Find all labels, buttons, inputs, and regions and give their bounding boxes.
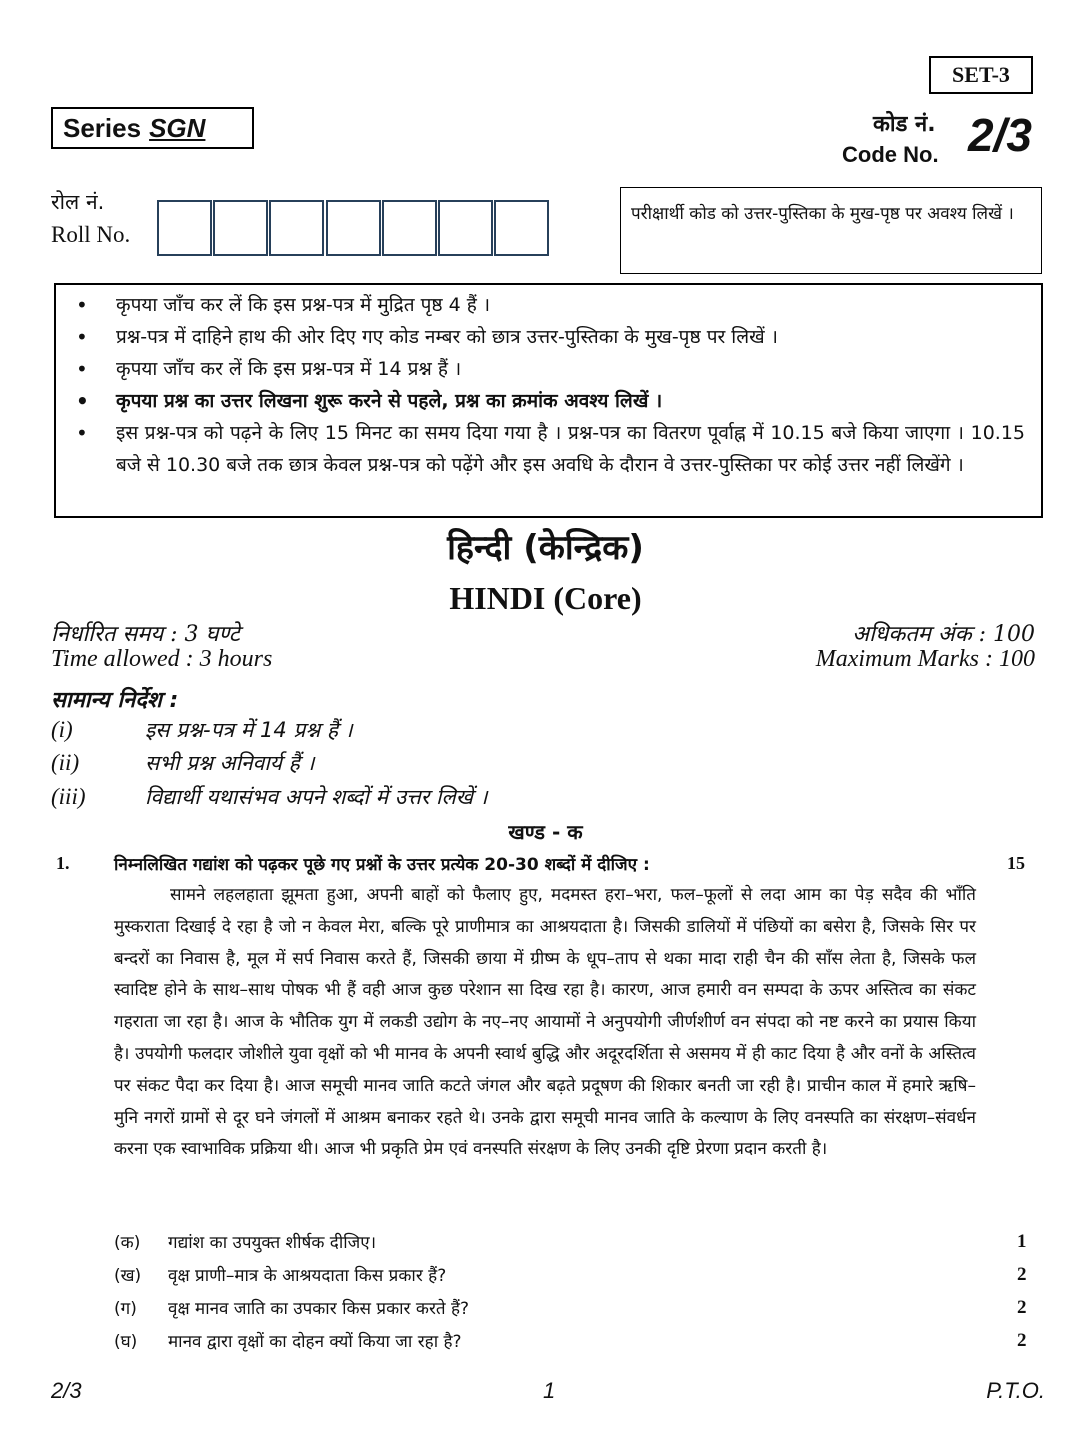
sub-question-marks: 2 — [1017, 1330, 1027, 1351]
sub-question-marks: 2 — [1017, 1297, 1027, 1318]
roll-box[interactable] — [438, 200, 493, 256]
sub-question — [114, 1230, 376, 1253]
general-instruction-row — [51, 716, 353, 744]
set-label: SET-3 — [929, 56, 1033, 94]
sub-question-label: (ग) — [114, 1299, 137, 1319]
sub-question-marks: 1 — [1017, 1231, 1027, 1252]
instruction-item: • कृपया प्रश्न का उत्तर लिखना शुरू करने से पहले, प्रश्न का क्रमांक अवश्य लिखें । — [72, 385, 1025, 417]
question-text: निम्नलिखित गद्यांश को पढ़कर पूछे गए प्रश्नों के उत्तर प्रत्येक 20-30 शब्दों में दीजिए : — [114, 855, 650, 875]
general-instruction-num: (i) — [51, 717, 73, 742]
question-marks: 15 — [1007, 853, 1025, 873]
sub-question — [114, 1263, 446, 1286]
max-marks-hindi: अधिकतम अंक : 100 — [852, 622, 1035, 647]
general-instruction-text: इस प्रश्न-पत्र में 14 प्रश्न हैं । — [145, 718, 353, 742]
series-box — [51, 107, 254, 149]
max-marks-english: Maximum Marks : 100 — [815, 646, 1035, 672]
instruction-item: • कृपया जाँच कर लें कि इस प्रश्न-पत्र में मुद्रित पृष्ठ 4 हैं । — [72, 289, 1025, 321]
roll-box[interactable] — [494, 200, 549, 256]
time-allowed-english: Time allowed : 3 hours — [51, 646, 273, 672]
general-instruction-row — [51, 749, 314, 777]
sub-question-text: मानव द्वारा वृक्षों का दोहन क्यों किया जा रहा है? — [168, 1332, 462, 1352]
general-instruction-text: विद्यार्थी यथासंभव अपने शब्दों में उत्तर लिखें । — [145, 785, 488, 809]
instruction-item: • प्रश्न-पत्र में दाहिने हाथ की ओर दिए गए कोड नम्बर को छात्र उत्तर-पुस्तिका के मुख-पृष्ठ पर लिखें । — [72, 321, 1025, 353]
time-allowed-hindi: निर्धारित समय : 3 घण्टे — [51, 622, 240, 647]
sub-question-text: वृक्ष मानव जाति का उपकार किस प्रकार करते हैं? — [168, 1299, 470, 1319]
sub-question-label: (घ) — [114, 1332, 138, 1352]
roll-label-english: Roll No. — [51, 222, 131, 247]
section-heading: खण्ड - क — [508, 820, 583, 844]
sub-question-text: वृक्ष प्राणी–मात्र के आश्रयदाता किस प्रकार हैं? — [168, 1266, 447, 1286]
roll-box[interactable] — [326, 200, 381, 256]
sub-question-marks: 2 — [1017, 1264, 1027, 1285]
sub-question-text: गद्यांश का उपयुक्त शीर्षक दीजिए। — [168, 1233, 377, 1253]
general-instruction-num: (ii) — [51, 750, 80, 775]
roll-box[interactable] — [213, 200, 268, 256]
sub-question — [114, 1296, 469, 1319]
code-label-hindi: कोड नं. — [873, 112, 936, 137]
instructions-box — [54, 283, 1043, 518]
roll-box[interactable] — [269, 200, 324, 256]
subject-title-hindi: हिन्दी (केन्द्रिक) — [447, 528, 644, 568]
footer-code: 2/3 — [51, 1378, 82, 1403]
roll-box[interactable] — [157, 200, 212, 256]
candidate-code-note: परीक्षार्थी कोड को उत्तर-पुस्तिका के मुख-पृष्ठ पर अवश्य लिखें । — [620, 187, 1042, 274]
general-instruction-row — [51, 783, 488, 811]
roll-label-hindi: रोल नं. — [51, 190, 105, 214]
roll-box[interactable] — [382, 200, 437, 256]
sub-question-label: (ख) — [114, 1266, 142, 1286]
code-label-english: Code No. — [842, 142, 939, 167]
series-code: SGN — [149, 112, 206, 143]
general-instructions-title: सामान्य निर्देश : — [51, 688, 179, 713]
subject-title-english: HINDI (Core) — [449, 580, 642, 616]
sub-question-label: (क) — [114, 1233, 141, 1253]
page-number: 1 — [543, 1378, 556, 1403]
series-label: Series — [63, 112, 142, 143]
code-number: 2/3 — [968, 109, 1032, 161]
passage: सामने लहलहाता झूमता हुआ, अपनी बाहों को फैलाए हुए, मदमस्त हरा–भरा, फल–फूलों से लदा आम का पेड़ सदैव की भाँति मुस्कराता दिखाई दे रहा है जो न केवल मेरा, बल्कि पूरे प्राणीमात्र का आश्रयदाता है। जिसकी डालियों में पंछियों का बसेरा है, जिसके सिर पर बन्दरों का निवास है, मूल में सर्प निवास करते हैं, जिसकी छाया में ग्रीष्म के धूप–ताप से थका मादा राही चैन की साँस लेता है, जिसके फल स्वादिष्ट होने के साथ–साथ पोषक भी हैं वही आज कुछ परेशान सा दिख रहा है। कारण, आज हमारी वन सम्पदा के ऊपर अस्तित्व का संकट गहराता जा रहा है। आज के भौतिक युग में लकडी उद्योग के नए–नए आयामों ने अनुपयोगी जीर्णशीर्ण वन संपदा को नष्ट करने का प्रयास किया है। उपयोगी फलदार जोशीले युवा वृक्षों को भी मानव के अपनी स्वार्थ बुद्धि और अदूरदर्शिता से असमय में ही काट दिया है और वनों के अस्तित्व पर संकट पैदा कर दिया है। आज समूची मानव जाति कटते जंगल और बढ़ते प्रदूषण की शिकार बनती जा रही है। प्राचीन काल में हमारे ऋषि–मुनि नगरों ग्रामों से दूर घने जंगलों में आश्रम बनाकर रहते थे। उनके द्वारा समूची मानव जाति के कल्याण के लिए वनस्पति का संरक्षण–संवर्धन करना एक स्वाभाविक प्रक्रिया थी। आज भी प्रकृति प्रेम एवं वनस्पति संरक्षण के लिए उनकी दृष्टि प्रेरणा प्रदान करती है। — [114, 885, 976, 1160]
roll-number-boxes — [157, 200, 550, 256]
general-instruction-num: (iii) — [51, 784, 86, 809]
instruction-item: • इस प्रश्न-पत्र को पढ़ने के लिए 15 मिनट का समय दिया गया है । प्रश्न-पत्र का वितरण पूर्वाह्न में 10.15 बजे किया जाएगा । 10.15 बजे से 10.30 बजे तक छात्र केवल प्रश्न-पत्र को पढ़ेंगे और इस अवधि के दौरान वे उत्तर-पुस्तिका पर कोई उत्तर नहीं लिखेंगे । — [72, 417, 1025, 481]
question-number: 1. — [56, 853, 70, 873]
please-turn-over: P.T.O. — [986, 1378, 1045, 1403]
instruction-item: • कृपया जाँच कर लें कि इस प्रश्न-पत्र में 14 प्रश्न हैं । — [72, 353, 1025, 385]
general-instruction-text: सभी प्रश्न अनिवार्य हैं । — [145, 751, 315, 775]
sub-question — [114, 1329, 462, 1352]
